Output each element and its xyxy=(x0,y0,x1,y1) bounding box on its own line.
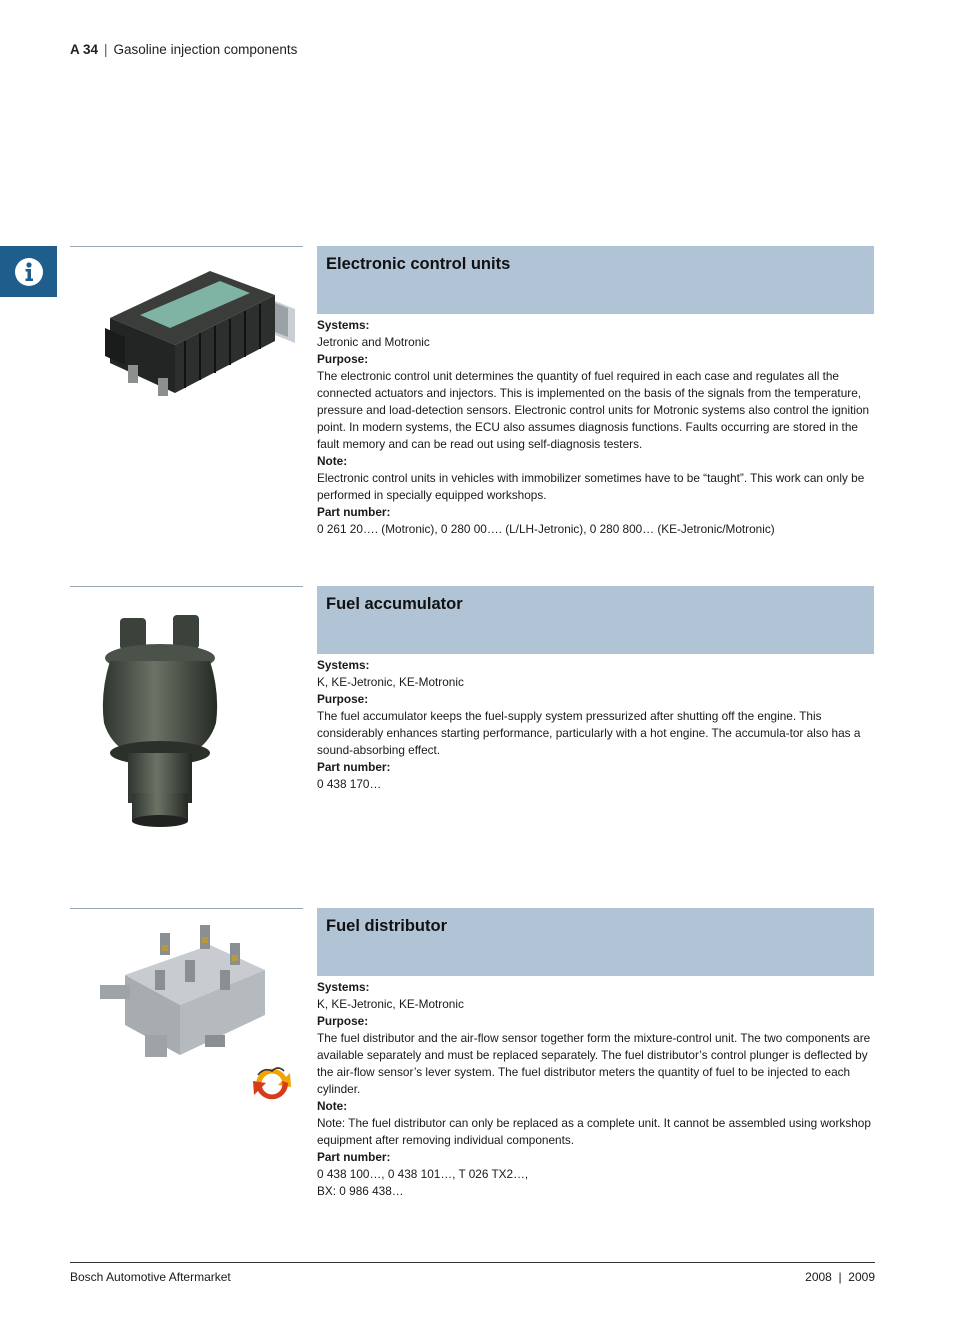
title-bar xyxy=(317,586,874,654)
field-label: Systems: xyxy=(317,980,370,994)
field-value: Jetronic and Motronic xyxy=(317,335,430,349)
section-body xyxy=(317,317,874,538)
title-bar xyxy=(317,246,874,314)
divider xyxy=(70,908,303,909)
page-header xyxy=(70,42,297,57)
field-value: 0 438 100…, 0 438 101…, T 026 TX2…, xyxy=(317,1167,529,1181)
field-label: Purpose: xyxy=(317,692,369,706)
footer-divider xyxy=(70,1262,875,1263)
section-body xyxy=(317,979,874,1200)
section-title: Fuel distributor xyxy=(326,917,447,935)
image-column xyxy=(70,908,303,1110)
image-column xyxy=(70,246,303,418)
field-value: Electronic control units in vehicles with immobilizer sometimes have to be “taught”. This work can only be performed in specially equipped workshops. xyxy=(317,471,865,502)
field-value: The fuel accumulator keeps the fuel-supply system pressurized after shutting off the engine. This considerably enhances starting performance, particularly with a hot engine. The accumula-tor also has a sound-absorbing effect. xyxy=(317,709,861,757)
field-value: The fuel distributor and the air-flow sensor together form the mixture-control unit. The two components are available separately and must be replaced separately. The fuel distributor’s control plunger is deflected by the air-flow sensor’s lever system. The fuel distributor meters the quantity of fuel to be injected to each cylinder. xyxy=(317,1031,871,1096)
field-label: Systems: xyxy=(317,658,370,672)
field-value: BX: 0 986 438… xyxy=(317,1184,404,1198)
field-label: Note: xyxy=(317,1099,348,1113)
section-heading: Gasoline injection components xyxy=(113,42,298,57)
footer-publisher: Bosch Automotive Aftermarket xyxy=(70,1270,231,1284)
field-value: 0 438 170… xyxy=(317,777,382,791)
field-label: Part number: xyxy=(317,1150,391,1164)
fuel-distributor-image xyxy=(70,915,303,1110)
divider xyxy=(70,586,303,587)
section-title: Fuel accumulator xyxy=(326,595,463,613)
ecu-image xyxy=(70,253,303,418)
image-column xyxy=(70,586,303,873)
fuel-accumulator-image xyxy=(70,593,303,873)
title-bar xyxy=(317,908,874,976)
field-label: Note: xyxy=(317,454,348,468)
field-label: Purpose: xyxy=(317,1014,369,1028)
field-value: Note: The fuel distributor can only be replaced as a complete unit. It cannot be assembled using workshop equipment after removing individual components. xyxy=(317,1116,871,1147)
header-separator: | xyxy=(104,42,108,57)
field-value: K, KE-Jetronic, KE-Motronic xyxy=(317,997,464,1011)
field-label: Part number: xyxy=(317,760,391,774)
divider xyxy=(70,246,303,247)
section-title: Electronic control units xyxy=(326,255,511,273)
exchange-icon xyxy=(250,1061,294,1105)
field-label: Part number: xyxy=(317,505,391,519)
page-number: A 34 xyxy=(70,42,99,57)
field-label: Purpose: xyxy=(317,352,369,366)
info-icon xyxy=(13,256,45,288)
field-label: Systems: xyxy=(317,318,370,332)
field-value: 0 261 20…. (Motronic), 0 280 00…. (L/LH-Jetronic), 0 280 800… (KE-Jetronic/Motronic) xyxy=(317,522,775,536)
field-value: The electronic control unit determines the quantity of fuel required in each case and regulates all the connected actuators and injectors. This is implemented on the basis of the signals from the temperature, pressure and load-detection sensors. Electronic control units for Motronic systems also control the ignition point. In modern systems, the ECU also assumes diagnosis functions. Faults occurring are stored in the fault memory and can be read out using self-diagnosis testers. xyxy=(317,369,870,451)
field-value: K, KE-Jetronic, KE-Motronic xyxy=(317,675,464,689)
info-tab[interactable] xyxy=(0,246,57,297)
section-body xyxy=(317,657,874,793)
footer-year: 2008 | 2009 xyxy=(805,1270,875,1284)
